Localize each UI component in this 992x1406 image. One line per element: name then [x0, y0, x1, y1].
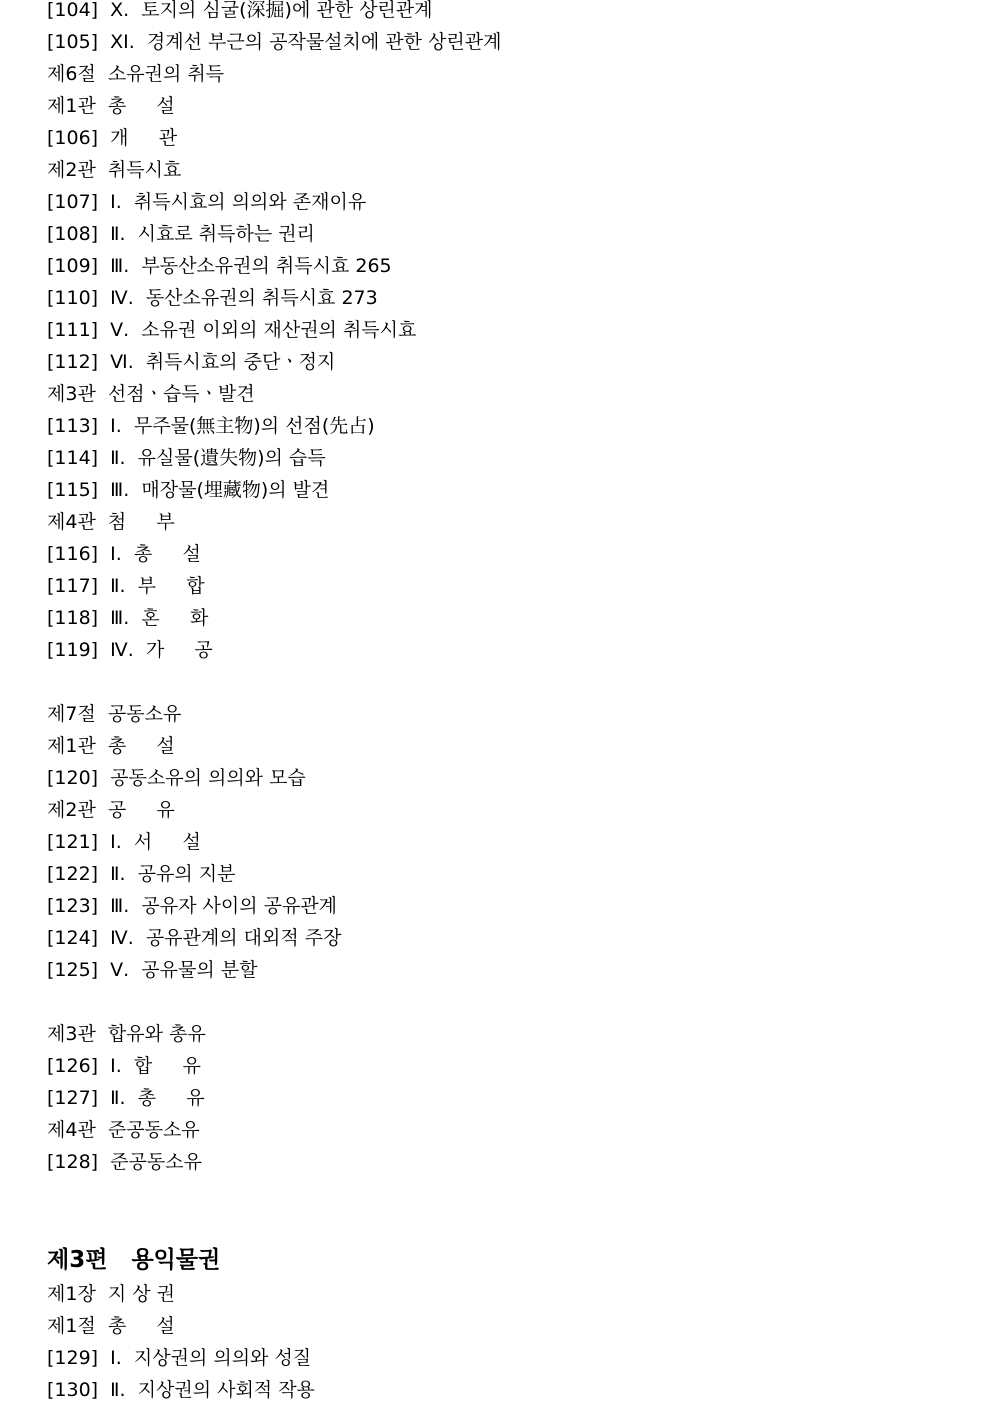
toc-heading: 제1절 총 설: [47, 1315, 175, 1337]
toc-heading: 제1장 지 상 권: [47, 1283, 176, 1305]
toc-heading: 제2관 공 유: [47, 799, 175, 821]
spacer: [47, 666, 967, 698]
toc-item: [119] Ⅳ. 가 공: [47, 639, 213, 661]
toc-item: [124] Ⅳ. 공유관계의 대외적 주장: [47, 927, 342, 949]
toc-item: [128] 준공동소유: [47, 1151, 202, 1173]
toc-heading: 제4관 첨 부: [47, 511, 175, 533]
toc-item: [116] Ⅰ. 총 설: [47, 543, 201, 565]
spacer: [47, 986, 967, 1018]
toc-item: [122] Ⅱ. 공유의 지분: [47, 863, 236, 885]
toc-item: [118] Ⅲ. 혼 화: [47, 607, 209, 629]
toc-item: [104] Ⅹ. 토지의 심굴(深掘)에 관한 상린관계: [47, 0, 433, 21]
toc-heading: 제2관 취득시효: [47, 159, 182, 181]
toc-item: [117] Ⅱ. 부 합: [47, 575, 205, 597]
toc-item: [127] Ⅱ. 총 유: [47, 1087, 205, 1109]
toc-heading: 제3관 합유와 총유: [47, 1023, 206, 1045]
toc-item: [108] Ⅱ. 시효로 취득하는 권리: [47, 223, 315, 245]
toc-heading: 제1관 총 설: [47, 735, 175, 757]
toc-item: [125] Ⅴ. 공유물의 분할: [47, 959, 258, 981]
table-of-contents: [47, 0, 967, 1406]
toc-item: [123] Ⅲ. 공유자 사이의 공유관계: [47, 895, 338, 917]
toc-heading: 제3관 선점ㆍ습득ㆍ발견: [47, 383, 255, 405]
toc-item: [109] Ⅲ. 부동산소유권의 취득시효 265: [47, 255, 392, 277]
toc-heading: 제6절 소유권의 취득: [47, 63, 225, 85]
toc-item: [120] 공동소유의 의의와 모습: [47, 767, 306, 789]
toc-heading: 제7절 공동소유: [47, 703, 182, 725]
toc-item: [110] Ⅳ. 동산소유권의 취득시효 273: [47, 287, 378, 309]
toc-part-heading: 제3편 용익물권: [47, 1247, 221, 1273]
toc-item: [115] Ⅲ. 매장물(埋藏物)의 발견: [47, 479, 330, 501]
toc-item: [105] ⅩⅠ. 경계선 부근의 공작물설치에 관한 상린관계: [47, 31, 502, 53]
toc-item: [107] Ⅰ. 취득시효의 의의와 존재이유: [47, 191, 367, 213]
toc-item: [121] Ⅰ. 서 설: [47, 831, 201, 853]
spacer: [47, 1178, 967, 1242]
toc-item: [113] Ⅰ. 무주물(無主物)의 선점(先占): [47, 415, 375, 437]
toc-item: [112] Ⅵ. 취득시효의 중단ㆍ정지: [47, 351, 336, 373]
toc-item: [106] 개 관: [47, 127, 178, 149]
toc-heading: 제4관 준공동소유: [47, 1119, 200, 1141]
toc-item: [111] Ⅴ. 소유권 이외의 재산권의 취득시효: [47, 319, 417, 341]
toc-item: [114] Ⅱ. 유실물(遺失物)의 습득: [47, 447, 326, 469]
toc-item: [130] Ⅱ. 지상권의 사회적 작용: [47, 1379, 315, 1401]
toc-item: [126] Ⅰ. 합 유: [47, 1055, 201, 1077]
toc-heading: 제1관 총 설: [47, 95, 175, 117]
toc-item: [129] Ⅰ. 지상권의 의의와 성질: [47, 1347, 312, 1369]
